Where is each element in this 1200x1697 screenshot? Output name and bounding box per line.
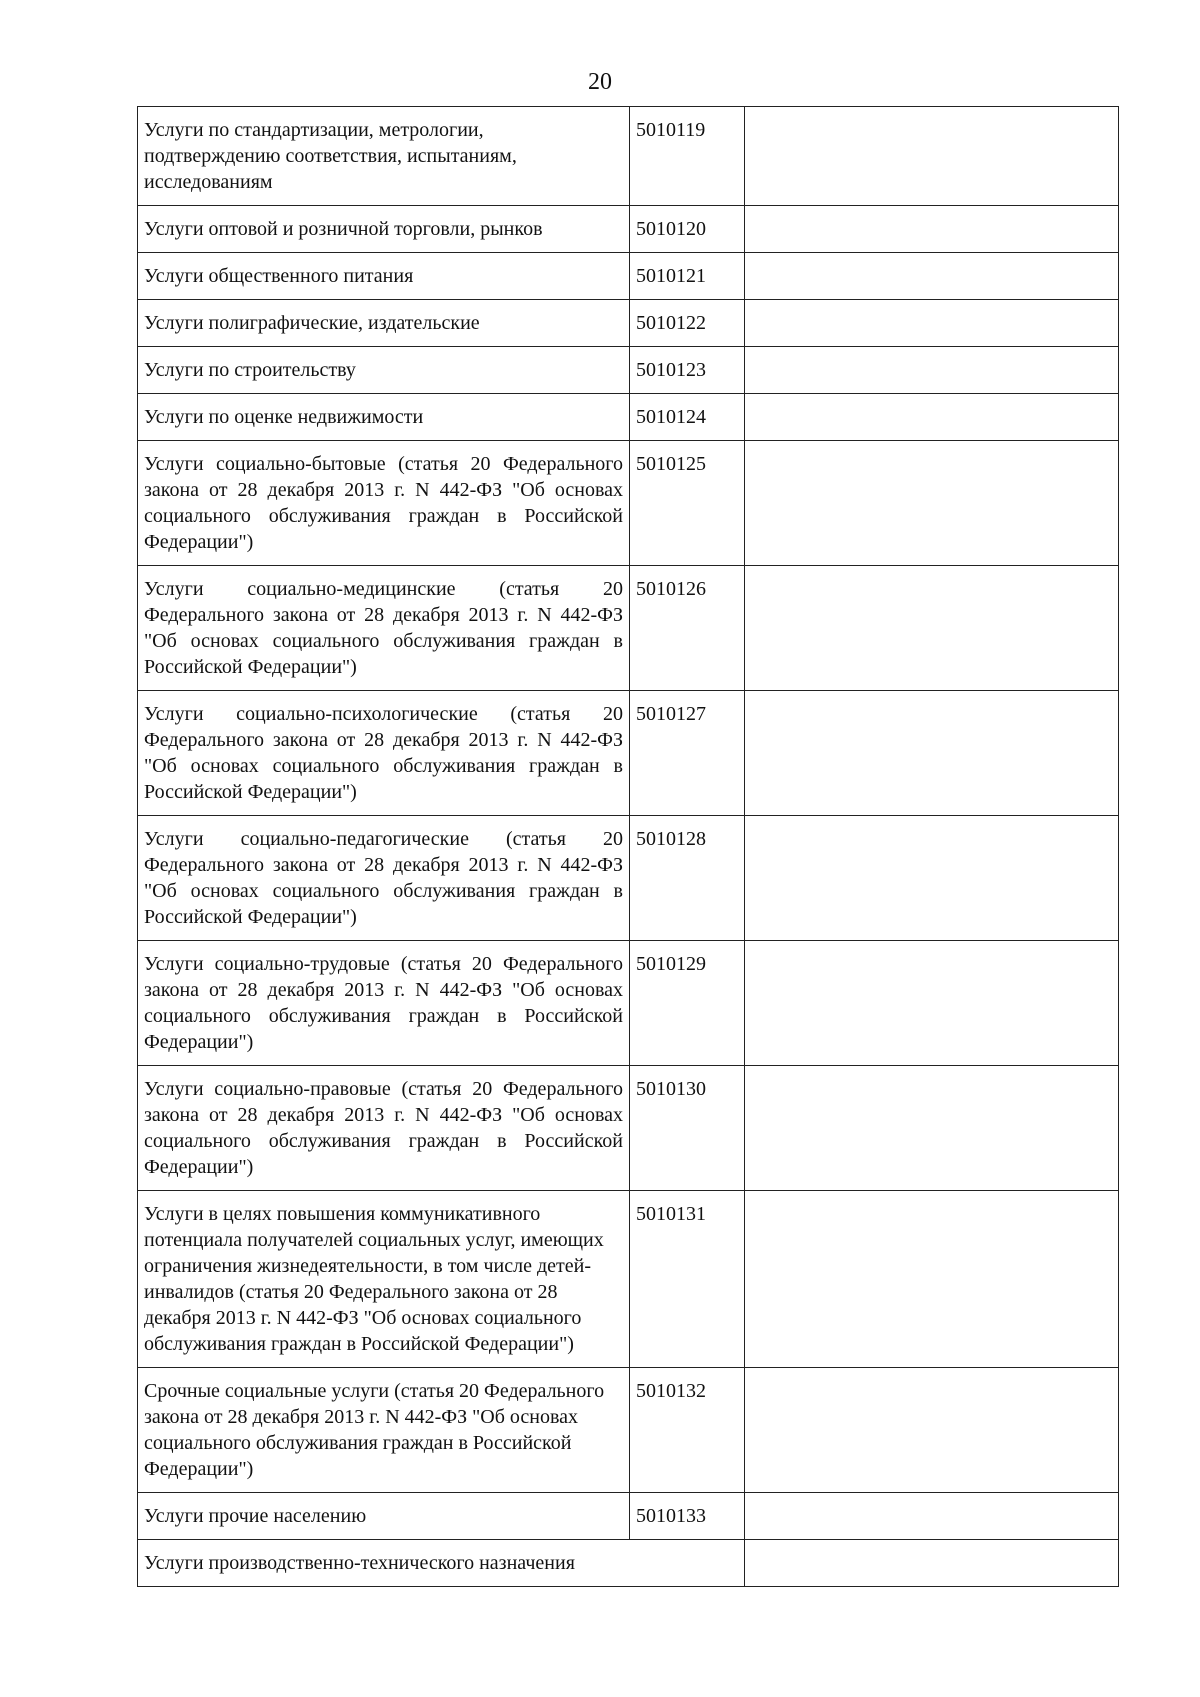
service-name-cell: Услуги в целях повышения коммуникативного потенциала получателей социальных услуг, имеющих ограничения жизнедеятельности, в том числе детей-инвалидов (статья 20 Федерального закона от 28 декабря 2013 г. N 442-ФЗ "Об основах социального обслуживания граждан в Российской Федерации") [138,1191,630,1368]
service-name-cell: Услуги по стандартизации, метрологии, подтверждению соответствия, испытаниям, исследованиям [138,107,630,206]
empty-cell [745,691,1119,816]
service-name-cell: Услуги общественного питания [138,253,630,300]
service-name-cell: Услуги социально-трудовые (статья 20 Федерального закона от 28 декабря 2013 г. N 442-ФЗ "Об основах социального обслуживания граждан в Российской Федерации") [138,941,630,1066]
table-body [138,107,1119,1587]
service-code-cell: 5010121 [630,253,745,300]
empty-cell [745,206,1119,253]
table-row [138,1368,1119,1493]
service-code-cell: 5010133 [630,1493,745,1540]
table-row [138,107,1119,206]
empty-cell [745,1368,1119,1493]
service-code-cell: 5010128 [630,816,745,941]
empty-cell [745,107,1119,206]
service-name-cell: Услуги полиграфические, издательские [138,300,630,347]
service-code-cell: 5010126 [630,566,745,691]
service-name-cell: Срочные социальные услуги (статья 20 Федерального закона от 28 декабря 2013 г. N 442-ФЗ "Об основах социального обслуживания граждан в Российской Федерации") [138,1368,630,1493]
empty-cell [745,816,1119,941]
table-row [138,1493,1119,1540]
service-code-cell: 5010125 [630,441,745,566]
service-name-cell: Услуги социально-педагогические (статья 20 Федерального закона от 28 декабря 2013 г. N 442-ФЗ "Об основах социального обслуживания граждан в Российской Федерации") [138,816,630,941]
table-row [138,941,1119,1066]
empty-cell [745,394,1119,441]
table-row [138,816,1119,941]
service-name-cell: Услуги по строительству [138,347,630,394]
empty-cell [745,347,1119,394]
service-code-cell: 5010127 [630,691,745,816]
service-code-cell: 5010132 [630,1368,745,1493]
service-code-cell: 5010119 [630,107,745,206]
section-heading-cell: Услуги производственно-технического назначения [138,1540,745,1587]
table-row [138,1066,1119,1191]
service-name-cell: Услуги социально-правовые (статья 20 Федерального закона от 28 декабря 2013 г. N 442-ФЗ "Об основах социального обслуживания граждан в Российской Федерации") [138,1066,630,1191]
section-row [138,1540,1119,1587]
table-row [138,1191,1119,1368]
table-row [138,206,1119,253]
empty-cell [745,441,1119,566]
service-name-cell: Услуги социально-медицинские (статья 20 Федерального закона от 28 декабря 2013 г. N 442-ФЗ "Об основах социального обслуживания граждан в Российской Федерации") [138,566,630,691]
table-row [138,300,1119,347]
service-code-cell: 5010124 [630,394,745,441]
table-row [138,253,1119,300]
table-row [138,441,1119,566]
service-code-cell: 5010123 [630,347,745,394]
empty-cell [745,1066,1119,1191]
service-code-cell: 5010122 [630,300,745,347]
empty-cell [745,566,1119,691]
empty-cell [745,1540,1119,1587]
table-row [138,691,1119,816]
service-name-cell: Услуги по оценке недвижимости [138,394,630,441]
service-code-cell: 5010130 [630,1066,745,1191]
service-name-cell: Услуги прочие населению [138,1493,630,1540]
table-row [138,347,1119,394]
empty-cell [745,1191,1119,1368]
service-name-cell: Услуги социально-психологические (статья 20 Федерального закона от 28 декабря 2013 г. N 442-ФЗ "Об основах социального обслуживания граждан в Российской Федерации") [138,691,630,816]
service-name-cell: Услуги социально-бытовые (статья 20 Федерального закона от 28 декабря 2013 г. N 442-ФЗ "Об основах социального обслуживания граждан в Российской Федерации") [138,441,630,566]
empty-cell [745,253,1119,300]
table-row [138,566,1119,691]
empty-cell [745,941,1119,1066]
service-code-cell: 5010129 [630,941,745,1066]
service-name-cell: Услуги оптовой и розничной торговли, рынков [138,206,630,253]
classification-table [137,106,1119,1587]
table-row [138,394,1119,441]
page-number: 20 [588,69,612,95]
service-code-cell: 5010131 [630,1191,745,1368]
empty-cell [745,1493,1119,1540]
service-code-cell: 5010120 [630,206,745,253]
empty-cell [745,300,1119,347]
